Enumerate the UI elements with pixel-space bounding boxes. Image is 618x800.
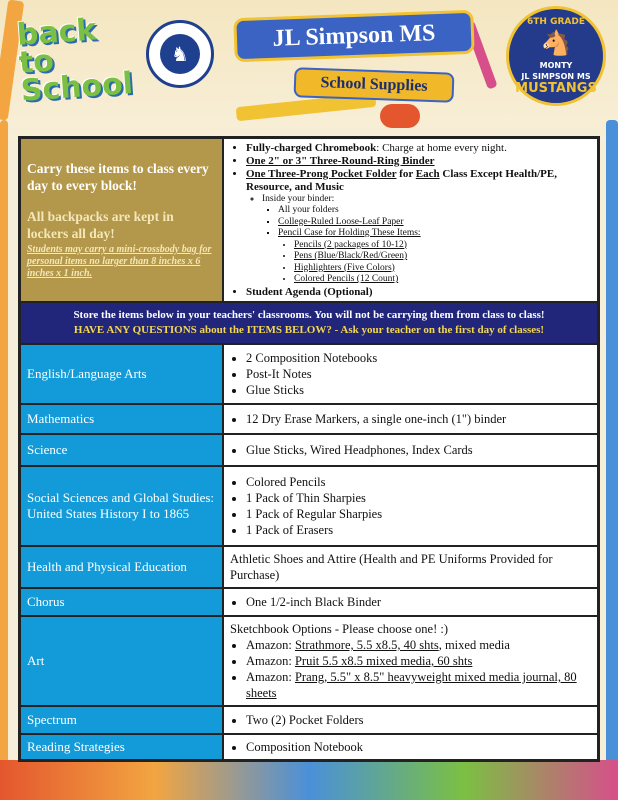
folder-label: One Three-Prong Pocket Folder <box>246 167 397 180</box>
list-item: • Pens (Blue/Black/Red/Green) <box>294 251 591 263</box>
crossbody-note: Students may carry a mini-crossbody bag for personal items no larger than 8 inches x 6 inches x 1 inch. <box>27 244 212 279</box>
backpack-note: All backpacks are kept in lockers all day! <box>27 209 174 241</box>
list-item: ▪ College-Ruled Loose-Leaf Paper <box>278 217 591 229</box>
option-prefix: Amazon: <box>246 638 295 652</box>
list-item: • Glue Sticks <box>246 382 591 398</box>
school-seal-logo <box>146 20 214 88</box>
subject-supplies <box>224 467 597 545</box>
list-item: • Colored Pencils <box>246 474 591 490</box>
option-detail: , mixed media <box>438 638 510 652</box>
supplies-table <box>18 136 600 762</box>
list-item: • Composition Notebook <box>246 739 591 755</box>
list-item: • Highlighters (Five Colors) <box>294 263 591 275</box>
subject-name: Social Sciences and Global Studies: United States History I to 1865 <box>21 467 224 545</box>
list-item: • 12 Dry Erase Markers, a single one-inch (1") binder <box>246 411 591 427</box>
page-subtitle: School Supplies <box>294 67 455 103</box>
list-item: • Pencils (2 packages of 10-12) <box>294 240 591 252</box>
binder-items-list <box>262 205 591 286</box>
subject-row-spectrum <box>21 705 597 733</box>
subject-supplies <box>224 617 597 705</box>
binder-contents-list <box>246 194 591 286</box>
mascot-grade-text: 6TH GRADE <box>527 16 585 27</box>
subject-supplies <box>224 589 597 615</box>
mascot-name-text: MONTY <box>539 60 573 70</box>
subject-row-math <box>21 403 597 433</box>
subject-supplies <box>224 707 597 733</box>
subject-name: Chorus <box>21 589 224 615</box>
subject-supplies <box>224 405 597 433</box>
subject-supplies <box>224 345 597 403</box>
list-item <box>246 168 591 286</box>
clip-decoration <box>0 120 8 780</box>
subject-name: Art <box>21 617 224 705</box>
art-intro: Sketchbook Options - Please choose one! :) <box>230 622 449 636</box>
supply-list <box>230 712 591 728</box>
subject-supplies <box>224 435 597 465</box>
mustang-icon: 🐴 <box>541 28 571 57</box>
list-item <box>278 228 591 286</box>
option-prefix: Amazon: <box>246 670 295 684</box>
list-item: • Two (2) Pocket Folders <box>246 712 591 728</box>
back-to-school-logo-text: back to School <box>15 12 135 109</box>
prang-link[interactable]: Prang, 5.5" x 8.5" heavyweight mixed media journal, 80 sheets <box>246 670 577 700</box>
list-item: • Glue Sticks, Wired Headphones, Index Cards <box>246 442 591 458</box>
inside-binder-label: Inside your binder: <box>262 193 335 204</box>
subject-row-reading-strategies <box>21 733 597 759</box>
subject-name: English/Language Arts <box>21 345 224 403</box>
supply-list <box>230 594 591 610</box>
daily-heading: Carry these items to class every day to every block! <box>27 161 209 193</box>
storage-note: Store the items below in your teachers' classrooms. You will not be carrying them from class to class! <box>73 309 545 321</box>
subject-row-social-sciences <box>21 465 597 545</box>
subject-row-chorus <box>21 587 597 615</box>
folder-exceptions: Class Except Health/PE, Resource, and Music <box>246 167 557 193</box>
pencil-case-list <box>278 240 591 286</box>
strathmore-link[interactable]: Strathmore, 5.5 x8.5, 40 shts <box>294 638 439 652</box>
list-item: • 1 Pack of Erasers <box>246 522 591 538</box>
list-item: ▪ All your folders <box>278 205 591 217</box>
mustang-head-icon: ♞ <box>160 34 200 74</box>
subject-name: Reading Strategies <box>21 735 224 759</box>
daily-items-row <box>21 139 597 301</box>
list-item <box>246 155 591 168</box>
back-to-school-logo <box>15 12 135 109</box>
subject-supplies <box>224 735 597 759</box>
list-item <box>246 142 591 155</box>
list-item <box>246 653 591 669</box>
list-item: • Post-It Notes <box>246 366 591 382</box>
subject-name: Spectrum <box>21 707 224 733</box>
agenda-label: Student Agenda (Optional) <box>246 285 373 298</box>
classroom-storage-banner <box>21 301 597 343</box>
binder-label: One 2" or 3" Three-Round-Ring Binder <box>246 154 435 167</box>
supply-list <box>230 442 591 458</box>
marker-decoration <box>606 120 618 780</box>
folder-each: Each <box>415 167 440 180</box>
subject-row-ela <box>21 343 597 403</box>
supply-list <box>230 474 591 538</box>
pruit-link[interactable]: Pruit 5.5 x8.5 mixed media, 60 shts <box>294 654 473 668</box>
supply-list <box>230 739 591 755</box>
subject-name: Health and Physical Education <box>21 547 224 587</box>
option-prefix: Amazon: <box>246 654 295 668</box>
subject-supplies: Athletic Shoes and Attire (Health and PE Uniforms Provided for Purchase) <box>230 552 553 582</box>
subject-name: Mathematics <box>21 405 224 433</box>
mascot-team-text: MUSTANGS <box>515 80 597 96</box>
daily-items-list-cell <box>224 139 597 301</box>
list-item: • 1 Pack of Regular Sharpies <box>246 506 591 522</box>
scissors-decoration <box>380 104 420 128</box>
supply-list <box>230 350 591 398</box>
mascot-school-text: JL SIMPSON MS <box>521 71 591 81</box>
questions-note: HAVE ANY QUESTIONS about the ITEMS BELOW? - Ask your teacher on the first day of classes! <box>73 324 545 336</box>
list-item <box>246 637 591 653</box>
daily-items-list <box>230 142 591 299</box>
subject-row-art <box>21 615 597 705</box>
footer-supplies-background <box>0 760 618 800</box>
folder-connector: for <box>396 167 416 180</box>
list-item: • Colored Pencils (12 Count) <box>294 274 591 286</box>
list-item: • One 1/2-inch Black Binder <box>246 594 591 610</box>
list-item: • 2 Composition Notebooks <box>246 350 591 366</box>
chromebook-note: : Charge at home every night. <box>376 141 507 154</box>
chromebook-label: Fully-charged Chromebook <box>246 141 377 154</box>
page-title: JL Simpson MS <box>233 10 474 62</box>
daily-items-label-cell <box>21 139 224 301</box>
subject-name: Science <box>21 435 224 465</box>
list-item <box>262 194 591 286</box>
sketchbook-options-list <box>230 637 591 701</box>
pencil-case-label: Pencil Case for Holding These Items: <box>278 228 421 238</box>
subject-row-health-pe <box>21 545 597 587</box>
supply-list <box>230 411 591 427</box>
list-item: • 1 Pack of Thin Sharpies <box>246 490 591 506</box>
subject-row-science <box>21 433 597 465</box>
list-item <box>246 286 591 299</box>
mustangs-mascot-logo <box>506 6 606 106</box>
list-item <box>246 669 591 701</box>
